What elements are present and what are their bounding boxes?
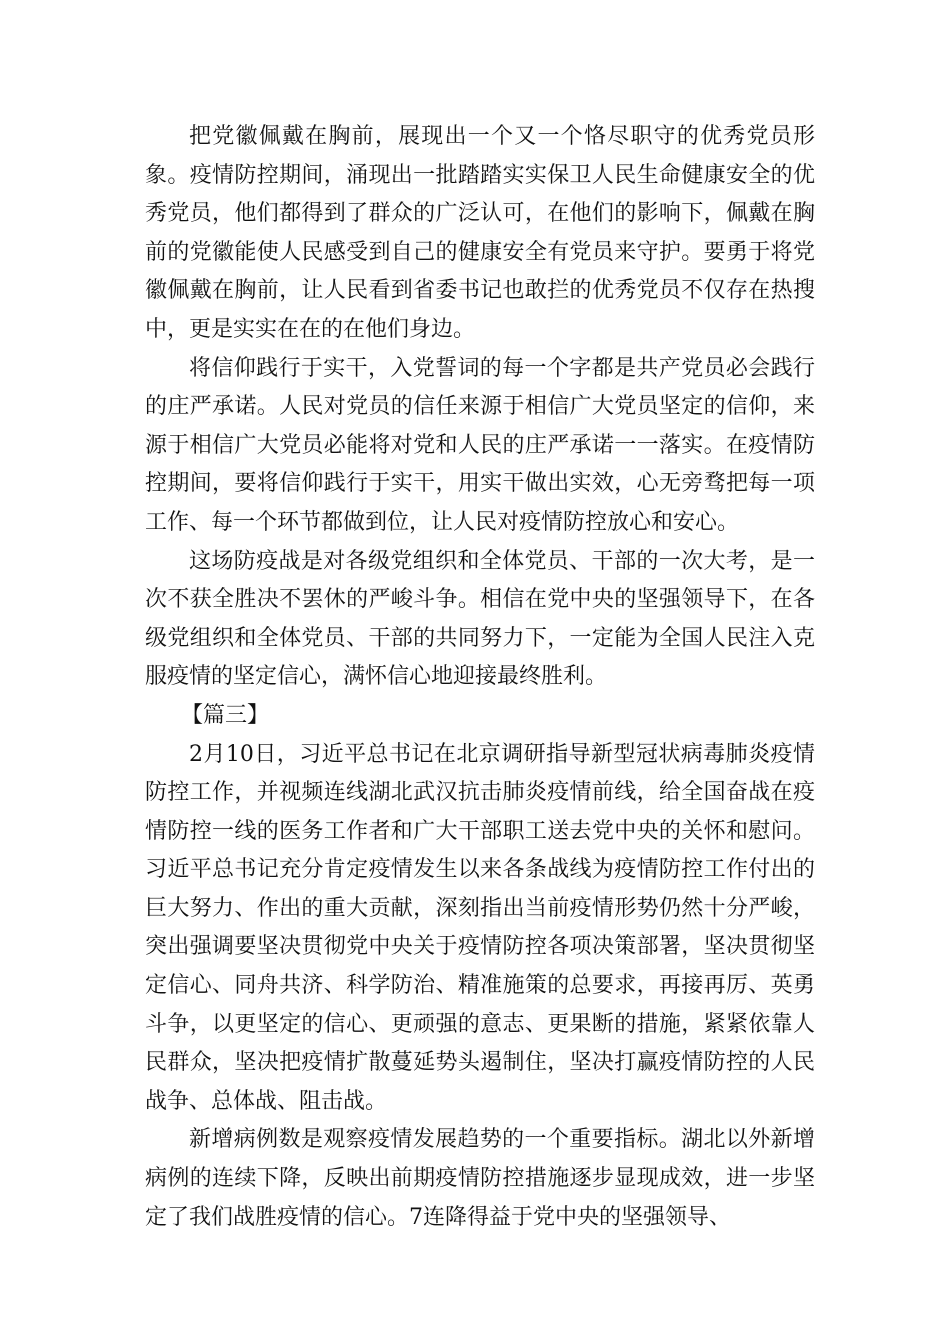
document-page xyxy=(145,118,815,1237)
paragraph-party-badge: 把党徽佩戴在胸前，展现出一个又一个恪尽职守的优秀党员形象。疫情防控期间，涌现出一批踏踏实实保卫人民生命健康安全的优秀党员，他们都得到了群众的广泛认可，在他们的影响下，佩戴在胸前的党徽能使人民感受到自己的健康安全有党员来守护。要勇于将党徽佩戴在胸前，让人民看到省委书记也敢拦的优秀党员不仅存在热搜中，更是实实在在的在他们身边。 xyxy=(145,124,815,342)
paragraph-faith-practice: 将信仰践行于实干，入党誓词的每一个字都是共产党员必会践行的庄严承诺。人民对党员的信任来源于相信广大党员坚定的信仰，来源于相信广大党员必能将对党和人民的庄严承诺一一落实。在疫情防控期间，要将信仰践行于实干，用实干做出实效，心无旁骛把每一项工作、每一个环节都做到位，让人民对疫情防控放心和安心。 xyxy=(145,355,815,535)
section-heading: 【篇三】 xyxy=(181,702,270,728)
paragraph-epidemic-battle: 这场防疫战是对各级党组织和全体党员、干部的一次大考，是一次不获全胜决不罢休的严峻斗争。相信在党中央的坚强领导下，在各级党组织和全体党员、干部的共同努力下，一定能为全国人民注入克服疫情的坚定信心，满怀信心地迎接最终胜利。 xyxy=(145,548,815,690)
paragraph-feb-10-inspection: 2月10日，习近平总书记在北京调研指导新型冠状病毒肺炎疫情防控工作，并视频连线湖北武汉抗击肺炎疫情前线，给全国奋战在疫情防控一线的医务工作者和广大干部职工送去党中央的关怀和慰问。习近平总书记充分肯定疫情发生以来各条战线为疫情防控工作付出的巨大努力、作出的重大贡献，深刻指出当前疫情形势仍然十分严峻，突出强调要坚决贯彻党中央关于疫情防控各项决策部署，坚决贯彻坚定信心、同舟共济、科学防治、精准施策的总要求，再接再厉、英勇斗争，以更坚定的信心、更顽强的意志、更果断的措施，紧紧依靠人民群众，坚决把疫情扩散蔓延势头遏制住，坚决打赢疫情防控的人民战争、总体战、阻击战。 xyxy=(145,741,815,1114)
paragraph-new-cases: 新增病例数是观察疫情发展趋势的一个重要指标。湖北以外新增病例的连续下降，反映出前期疫情防控措施逐步显现成效，进一步坚定了我们战胜疫情的信心。7连降得益于党中央的坚强领导、 xyxy=(145,1127,815,1230)
